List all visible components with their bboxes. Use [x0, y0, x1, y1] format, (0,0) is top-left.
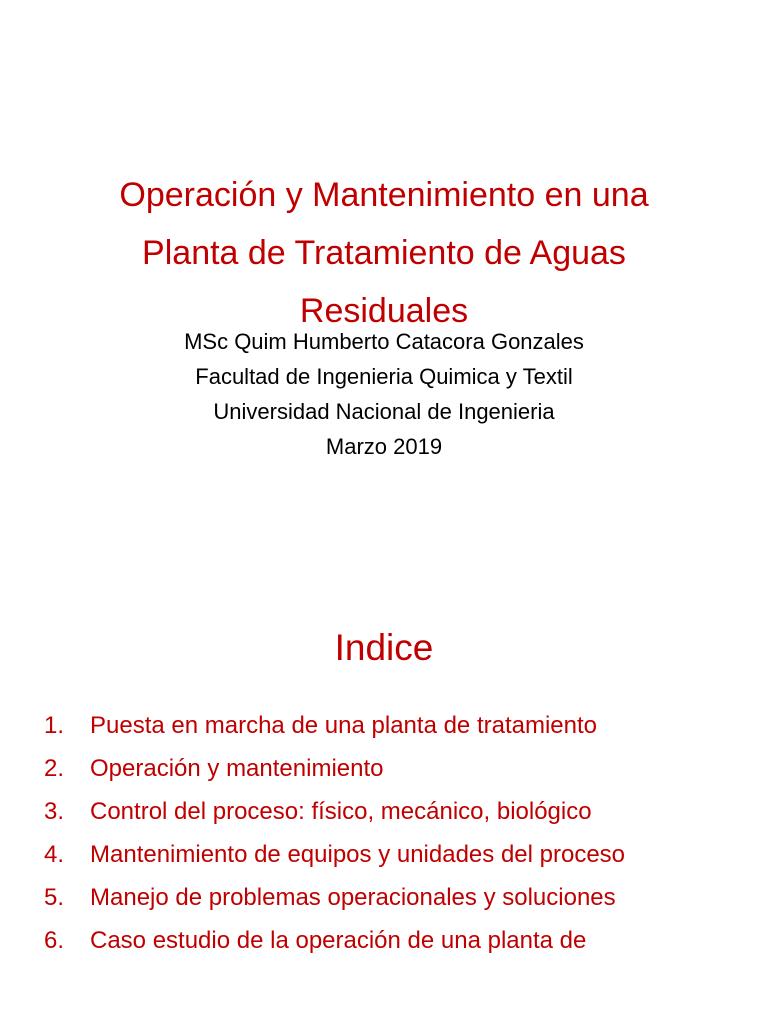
index-item-text: Manejo de problemas operacionales y soluciones: [90, 884, 616, 911]
index-item-number: 6.: [44, 927, 65, 954]
author-name: MSc Quim Humberto Catacora Gonzales: [184, 329, 584, 354]
index-item-text: Puesta en marcha de una planta de tratamiento: [90, 712, 597, 739]
index-item-number: 4.: [44, 841, 65, 868]
index-item: [0, 881, 750, 915]
presentation-date: Marzo 2019: [325, 434, 443, 459]
index-item-number: 3.: [44, 798, 65, 825]
index-item-text: Operación y mantenimiento: [90, 755, 384, 782]
index-item-number: 2.: [44, 755, 65, 782]
university-name: Universidad Nacional de Ingenieria: [213, 399, 555, 424]
index-slide: [0, 560, 768, 1024]
index-item: [0, 838, 750, 872]
index-item-text: Mantenimiento de equipos y unidades del proceso: [90, 841, 626, 868]
title-line-3: Residuales: [299, 292, 469, 330]
index-item-number: 1.: [44, 712, 65, 739]
faculty-name: Facultad de Ingenieria Quimica y Textil: [195, 364, 573, 389]
index-item-text: Control del proceso: físico, mecánico, biológico: [90, 798, 592, 825]
index-item: [0, 924, 750, 958]
title-line-1: Operación y Mantenimiento en una: [119, 176, 649, 214]
title-line-2: Planta de Tratamiento de Aguas: [142, 234, 626, 272]
presentation-subtitle: [24, 324, 744, 464]
index-list: [0, 709, 750, 967]
presentation-title: [24, 166, 744, 340]
index-item-number: 5.: [44, 884, 65, 911]
index-item: [0, 795, 750, 829]
index-item: [0, 709, 750, 743]
index-item: [0, 752, 750, 786]
index-heading: Indice: [334, 627, 434, 668]
index-item-text: Caso estudio de la operación de una planta de: [90, 927, 587, 954]
